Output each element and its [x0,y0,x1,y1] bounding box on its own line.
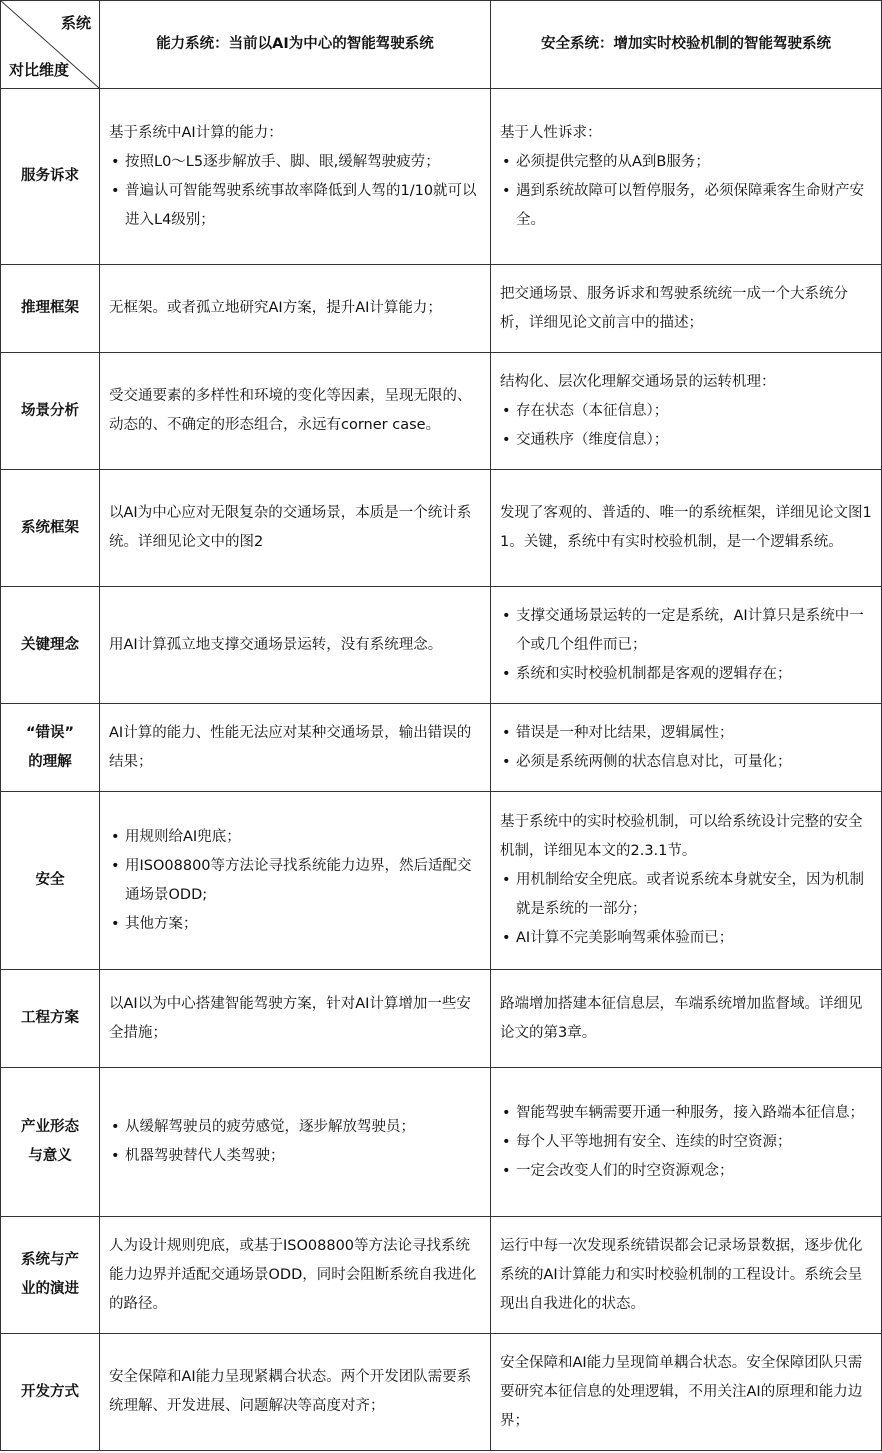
table-row [1,1217,882,1334]
bullet-item: • 必须提供完整的从A到B服务； [500,148,872,177]
dimension-cell: 服务诉求 [1,89,100,265]
bullet-list [500,719,872,777]
bullet-item: • 用ISO08800等方法论寻找系统能力边界，然后适配交通场景ODD; [109,852,481,910]
ability-cell: 用AI计算孤立地支撑交通场景运转，没有系统理念。 [100,587,491,704]
bullet-item: • 错误是一种对比结果，逻辑属性； [500,719,872,748]
bullet-list [500,602,872,689]
dimension-line: 业的演进 [21,1281,79,1297]
column-header-safety: 安全系统：增加实时校验机制的智能驾驶系统 [491,1,882,89]
bullet-item: • 交通秩序（维度信息）； [500,426,872,455]
ability-cell: 安全保障和AI能力呈现紧耦合状态。两个开发团队需要系统理解、开发进展、问题解决等高度对齐； [100,1334,491,1451]
table-row [1,1334,882,1451]
ability-cell: 以AI以为中心搭建智能驾驶方案，针对AI计算增加一些安全措施； [100,970,491,1068]
bullet-list [500,148,872,235]
bullet-item: • 普遍认可智能驾驶系统事故率降低到人驾的1/10就可以进入L4级别； [109,177,481,235]
bullet-item: • 从缓解驾驶员的疲劳感觉，逐步解放驾驶员； [109,1113,481,1142]
bullet-item: • 一定会改变人们的时空资源观念； [500,1157,872,1186]
bullet-item: • 每个人平等地拥有安全、连续的时空资源； [500,1128,872,1157]
ability-cell: 人为设计规则兜底，或基于ISO08800等方法论寻找系统能力边界并适配交通场景ODD，同时会阻断系统自我进化的路径。 [100,1217,491,1334]
dimension-line: 的理解 [28,753,72,770]
dimension-cell: 工程方案 [1,970,100,1068]
corner-dimension-label: 对比维度 [9,61,70,79]
dimension-cell: 场景分析 [1,353,100,470]
dimension-cell: 系统框架 [1,470,100,587]
safety-cell [491,792,882,970]
safety-cell: 路端增加搭建本征信息层，车端系统增加监督域。详细见论文的第3章。 [491,970,882,1068]
table-row [1,1068,882,1217]
safety-cell: 运行中每一次发现系统错误都会记录场景数据，逐步优化系统的AI计算能力和实时校验机制的工程设计。系统会呈现出自我进化的状态。 [491,1217,882,1334]
dimension-line: 产业形态 [21,1119,79,1135]
bullet-item: • 用机制给安全兜底。或者说系统本身就安全，因为机制就是系统的一部分； [500,866,872,924]
bullet-item: • 机器驾驶替代人类驾驶； [109,1142,481,1171]
safety-cell [491,89,882,265]
dimension-cell: 安全 [1,792,100,970]
dimension-cell [1,1217,100,1334]
bullet-item: • 用规则给AI兜底； [109,823,481,852]
table-row [1,353,882,470]
bullet-item: • 存在状态（本征信息）； [500,397,872,426]
dimension-cell [1,704,100,792]
corner-header-cell [1,1,100,89]
dimension-line: 与意义 [28,1148,72,1164]
bullet-item: • 支撑交通场景运转的一定是系统，AI计算只是系统中一个或几个组件而已； [500,602,872,660]
cell-intro: 结构化、层次化理解交通场景的运转机理： [500,373,776,390]
dimension-cell: 关键理念 [1,587,100,704]
table-row [1,265,882,353]
ability-cell [100,1068,491,1217]
bullet-list [109,1113,481,1171]
ability-cell [100,89,491,265]
ability-cell: 以AI为中心应对无限复杂的交通场景，本质是一个统计系统。详细见论文中的图2 [100,470,491,587]
bullet-item: • AI计算不完美影响驾乘体验而已； [500,924,872,953]
table-row [1,704,882,792]
safety-cell [491,704,882,792]
bullet-list [109,148,481,235]
dimension-line: 系统与产 [21,1252,79,1268]
table-row [1,470,882,587]
dimension-cell: 开发方式 [1,1334,100,1451]
table-row [1,587,882,704]
ability-cell: 受交通要素的多样性和环境的变化等因素，呈现无限的、动态的、不确定的形态组合，永远有corner case。 [100,353,491,470]
table-row [1,970,882,1068]
cell-intro: 基于系统中AI计算的能力： [109,124,283,141]
ability-cell: AI计算的能力、性能无法应对某种交通场景，输出错误的结果； [100,704,491,792]
safety-cell [491,1068,882,1217]
bullet-item: • 遇到系统故障可以暂停服务，必须保障乘客生命财产安全。 [500,177,872,235]
safety-cell: 发现了客观的、普适的、唯一的系统框架，详细见论文图11。关键，系统中有实时校验机制，是一个逻辑系统。 [491,470,882,587]
corner-system-label: 系统 [60,14,91,32]
safety-cell [491,353,882,470]
bullet-item: • 系统和实时校验机制都是客观的逻辑存在； [500,660,872,689]
header-row [1,1,882,89]
bullet-list [500,397,872,455]
bullet-item: • 智能驾驶车辆需要开通一种服务，接入路端本征信息； [500,1099,872,1128]
ability-cell: 无框架。或者孤立地研究AI方案，提升AI计算能力； [100,265,491,353]
dimension-line: “错误” [25,724,75,741]
column-header-ability: 能力系统：当前以AI为中心的智能驾驶系统 [100,1,491,89]
bullet-list [109,823,481,939]
safety-cell [491,587,882,704]
cell-intro: 基于系统中的实时校验机制，可以给系统设计完整的安全机制，详细见本文的2.3.1节。 [500,814,863,859]
safety-cell: 把交通场景、服务诉求和驾驶系统统一成一个大系统分析，详细见论文前言中的描述； [491,265,882,353]
table-row [1,792,882,970]
bullet-item: • 必须是系统两侧的状态信息对比，可量化； [500,748,872,777]
dimension-cell [1,1068,100,1217]
bullet-item: • 按照L0～L5逐步解放手、脚、眼,缓解驾驶疲劳； [109,148,481,177]
bullet-list [500,866,872,953]
ability-cell [100,792,491,970]
cell-intro: 基于人性诉求： [500,124,602,141]
bullet-item: • 其他方案； [109,910,481,939]
safety-cell: 安全保障和AI能力呈现简单耦合状态。安全保障团队只需要研究本征信息的处理逻辑，不用关注AI的原理和能力边界； [491,1334,882,1451]
table-row [1,89,882,265]
bullet-list [500,1099,872,1186]
dimension-cell: 推理框架 [1,265,100,353]
